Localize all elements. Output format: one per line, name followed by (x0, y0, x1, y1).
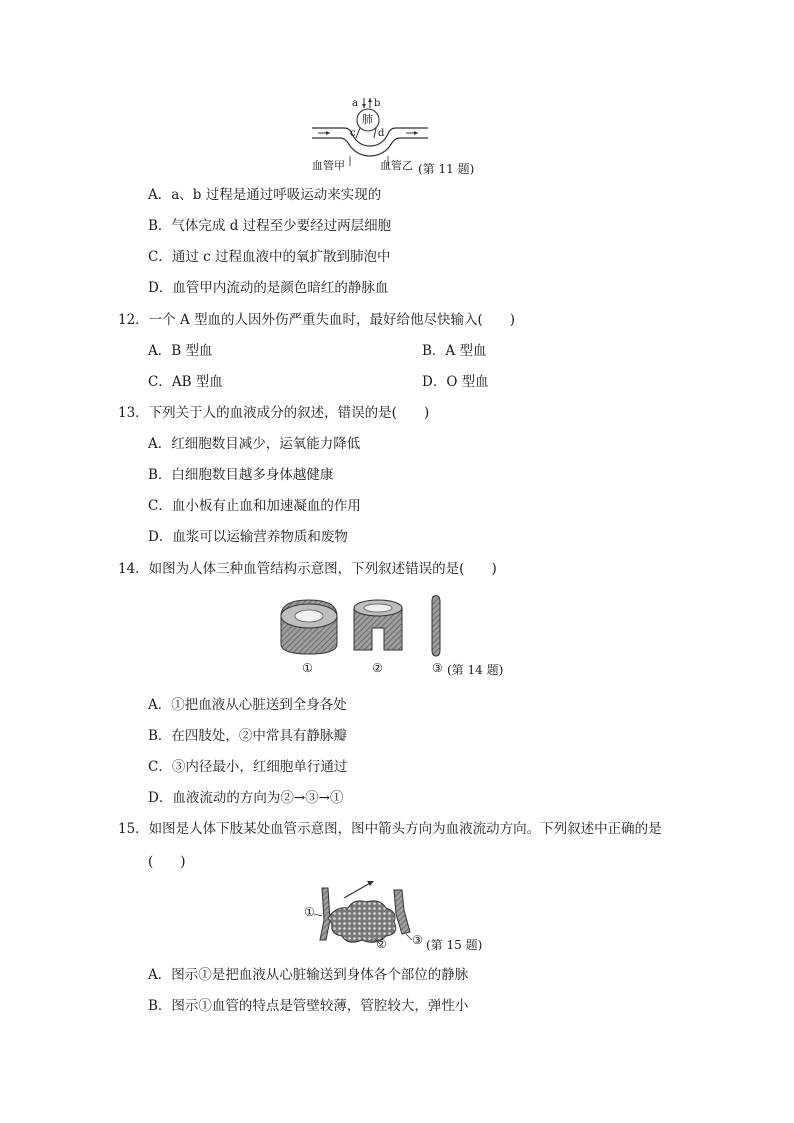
label-a: a (352, 98, 358, 109)
q13-option-c: C．血小板有止血和加速凝血的作用 (148, 498, 361, 514)
caption-q14: (第 14 题) (447, 663, 504, 677)
q15-stem: 15．如图是人体下肢某处血管示意图，图中箭头方向为血液流动方向。下列叙述中正确的是 (118, 821, 662, 837)
q14-option-d: D．血液流动的方向为②→③→① (148, 790, 344, 806)
q15-stem-continued: ( ) (148, 854, 186, 870)
q13-option-d: D．血浆可以运输营养物质和废物 (148, 529, 348, 545)
label-vessel-b: 血管乙 (380, 159, 413, 172)
q15-label-2: ② (376, 937, 387, 951)
q15-option-b: B．图示①血管的特点是管壁较薄，管腔较大，弹性小 (148, 998, 469, 1014)
artery-shape (281, 600, 337, 654)
q13-option-b: B．白细胞数目越多身体越健康 (148, 467, 334, 483)
q15-option-a: A．图示①是把血液从心脏输送到身体各个部位的静脉 (148, 967, 469, 983)
caption-q15: (第 15 题) (426, 938, 483, 952)
figure-q14 (278, 594, 448, 680)
three-vessels-diagram (278, 594, 448, 658)
label-b: b (374, 98, 381, 109)
q14-stem: 14．如图为人体三种血管结构示意图，下列叙述错误的是( ) (118, 561, 497, 577)
q13-option-a: A．红细胞数目减少，运氧能力降低 (148, 436, 361, 452)
vein-shape (354, 600, 402, 650)
q14-option-c: C．③内径最小，红细胞单行通过 (148, 759, 348, 775)
q11-option-d: D．血管甲内流动的是颜色暗红的静脉血 (148, 280, 389, 296)
q12-option-b: B．A 型血 (422, 343, 487, 359)
q14-label-3: ③ (432, 661, 443, 675)
q11-option-b: B．气体完成 d 过程至少要经过两层细胞 (148, 218, 392, 234)
q11-option-c: C．通过 c 过程血液中的氧扩散到肺泡中 (148, 249, 391, 265)
q12-option-d: D．O 型血 (422, 374, 489, 390)
q11-option-a: A．a、b 过程是通过呼吸运动来实现的 (148, 187, 382, 203)
figure-q11 (310, 94, 430, 174)
q14-option-a: A．①把血液从心脏送到全身各处 (148, 697, 347, 713)
label-lung: 肺 (362, 113, 373, 126)
capillary-shape (432, 596, 440, 656)
label-vessel-a: 血管甲 (312, 159, 345, 172)
q13-stem: 13．下列关于人的血液成分的叙述，错误的是( ) (118, 405, 430, 421)
q14-option-b: B．在四肢处，②中常具有静脉瓣 (148, 728, 347, 744)
label-c: c (350, 128, 356, 139)
q12-option-a: A．B 型血 (148, 343, 213, 359)
q12-option-c: C．AB 型血 (148, 374, 223, 390)
q12-stem: 12．一个 A 型血的人因外伤严重失血时，最好给他尽快输入( ) (118, 312, 516, 328)
figure-q15 (302, 876, 432, 952)
q15-label-3: ③ (412, 933, 423, 947)
caption-q11: (第 11 题) (418, 162, 475, 176)
q14-label-2: ② (372, 661, 383, 675)
label-d: d (378, 128, 385, 139)
q14-label-1: ① (302, 661, 313, 675)
q15-label-1: ① (304, 905, 315, 919)
